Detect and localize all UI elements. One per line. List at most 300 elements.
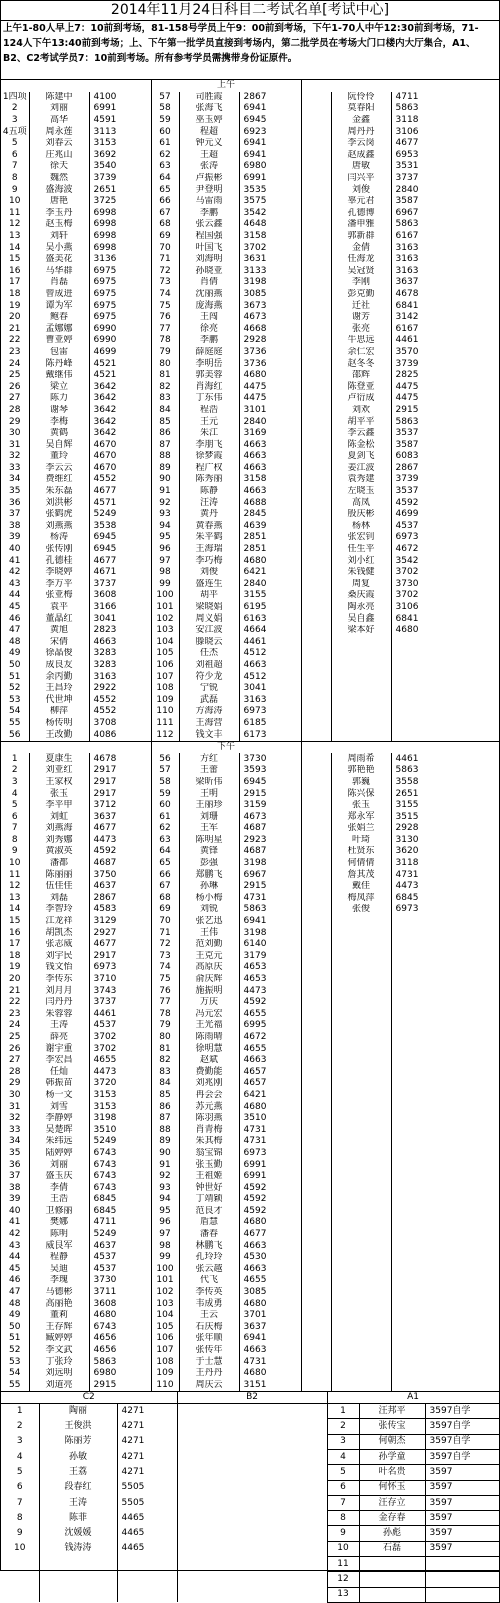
morning-school-code: 3283 [89, 660, 151, 672]
morning-student-name: 王超 [179, 150, 239, 162]
afternoon-table-row [1, 1182, 499, 1194]
morning-student-name: 赵玉梅 [29, 219, 89, 231]
morning-student-name: 谢芳 [331, 312, 391, 324]
afternoon-row-number: 68 [151, 893, 179, 905]
morning-table-row [1, 648, 499, 660]
morning-school-code [391, 648, 499, 660]
morning-school-code: 6975 [89, 289, 151, 301]
morning-table-row [1, 347, 499, 359]
morning-student-name: 孙晓亚 [179, 266, 239, 278]
morning-student-name: 曹亚婷 [29, 335, 89, 347]
afternoon-row-number: 9 [1, 846, 29, 858]
afternoon-table-row [1, 939, 499, 951]
morning-student-name: 张传刚 [29, 544, 89, 556]
afternoon-school-code [391, 1252, 499, 1264]
afternoon-row-number: 40 [1, 1206, 29, 1218]
afternoon-school-code [391, 916, 499, 928]
afternoon-student-name [331, 962, 391, 974]
afternoon-row-number: 63 [151, 835, 179, 847]
a1-row-number: 9 [327, 1526, 359, 1541]
afternoon-school-code: 4473 [89, 1066, 151, 1078]
morning-table-row [1, 497, 499, 509]
afternoon-student-name: 刘雪 [29, 1101, 89, 1113]
morning-student-name: 郭美蓉 [179, 370, 239, 382]
afternoon-row-number [301, 1206, 331, 1218]
morning-school-code: 4639 [239, 521, 301, 533]
afternoon-row-number [301, 962, 331, 974]
afternoon-row-number: 12 [1, 881, 29, 893]
morning-row-number: 40 [1, 544, 29, 556]
morning-school-code: 4677 [391, 138, 499, 150]
afternoon-row-number: 105 [151, 1322, 179, 1334]
morning-school-code: 4461 [391, 335, 499, 347]
morning-school-code: 4699 [391, 509, 499, 521]
c2-student-name: 王荔 [39, 1465, 117, 1480]
afternoon-school-code: 4680 [239, 1298, 301, 1310]
afternoon-row-number [301, 1066, 331, 1078]
morning-row-number [301, 335, 331, 347]
afternoon-table [1, 741, 500, 1391]
afternoon-student-name: 王家权 [29, 777, 89, 789]
afternoon-student-name: 韩振苗 [29, 1078, 89, 1090]
morning-student-name: 吴自鑫 [331, 613, 391, 625]
afternoon-row-number: 100 [151, 1264, 179, 1276]
morning-row-number [301, 671, 331, 683]
c2-label: C2 [1, 1392, 177, 1404]
c2-school-code: 4465 [117, 1526, 177, 1541]
afternoon-school-code [391, 1240, 499, 1252]
afternoon-student-name: 戴佳 [331, 881, 391, 893]
morning-student-name: 王海瑞 [179, 544, 239, 556]
morning-row-number: 70 [151, 242, 179, 254]
afternoon-student-name: 王蕾 [179, 765, 239, 777]
morning-row-number: 20 [1, 312, 29, 324]
afternoon-student-name: 程静 [29, 1252, 89, 1264]
morning-student-name: 庄兆山 [29, 150, 89, 162]
morning-row-number [301, 289, 331, 301]
afternoon-school-code [391, 1206, 499, 1218]
morning-table-row [1, 718, 499, 730]
morning-student-name: 李明岳 [179, 358, 239, 370]
morning-table-row [1, 509, 499, 521]
a1-student-name: 何朝杰 [359, 1434, 425, 1449]
morning-school-code: 6923 [239, 126, 301, 138]
morning-student-name: 姜江波 [331, 463, 391, 475]
afternoon-student-name [331, 1032, 391, 1044]
morning-student-name: 叶国飞 [179, 242, 239, 254]
afternoon-student-name [331, 1264, 391, 1276]
morning-student-name: 盛连生 [179, 579, 239, 591]
morning-row-number: 36 [1, 497, 29, 509]
afternoon-school-code: 3620 [391, 846, 499, 858]
afternoon-row-number: 18 [1, 951, 29, 963]
morning-row-number [301, 358, 331, 370]
morning-row-number: 68 [151, 219, 179, 231]
morning-school-code [391, 729, 499, 741]
morning-school-code: 3608 [89, 590, 151, 602]
morning-table-row [1, 706, 499, 718]
morning-row-number: 108 [151, 683, 179, 695]
afternoon-student-name: 伍佳佳 [29, 881, 89, 893]
exam-notice: 上午1-80人早上7：10前到考场，81-158号学员上午9：00前到考场，下午1-70人中午12:30前到考场，71-124人下午13:40前到考场；上、下午第一批学员直接到考场内，第二批学员在考场大门口楼内大厅集合，A1、B2、C2考试学员7：10前到考场。所有参考学员需携带身份证原件。 [1, 21, 499, 80]
afternoon-school-code: 3637 [239, 1322, 301, 1334]
afternoon-school-code: 6743 [89, 1322, 151, 1334]
afternoon-school-code: 2915 [239, 788, 301, 800]
morning-school-code [391, 694, 499, 706]
morning-student-name: 李玉丹 [29, 208, 89, 220]
afternoon-row-number: 87 [151, 1113, 179, 1125]
afternoon-row-number: 70 [151, 916, 179, 928]
morning-student-name: 任杰 [179, 648, 239, 660]
afternoon-row-number: 41 [1, 1217, 29, 1229]
afternoon-student-name: 周雨希 [331, 753, 391, 765]
morning-school-code: 4664 [239, 625, 301, 637]
morning-row-number: 52 [1, 683, 29, 695]
morning-school-code: 3198 [239, 277, 301, 289]
morning-student-name: 胡平 [179, 590, 239, 602]
morning-row-number: 71 [151, 254, 179, 266]
afternoon-school-code: 4653 [239, 974, 301, 986]
afternoon-student-name: 孔玲玲 [179, 1252, 239, 1264]
morning-row-number: 77 [151, 323, 179, 335]
afternoon-row-number: 25 [1, 1032, 29, 1044]
morning-school-code: 6421 [239, 567, 301, 579]
morning-school-code: 3163 [391, 266, 499, 278]
morning-table-row [1, 358, 499, 370]
afternoon-student-name [331, 1310, 391, 1322]
morning-school-code: 6998 [89, 231, 151, 243]
afternoon-school-code [391, 1380, 499, 1392]
afternoon-school-code [391, 1148, 499, 1160]
c2-student-name: 王涛 [39, 1495, 117, 1510]
c2-school-code: 4271 [117, 1465, 177, 1480]
morning-row-number [301, 497, 331, 509]
afternoon-row-number: 99 [151, 1252, 179, 1264]
morning-table-row [1, 312, 499, 324]
morning-table-row [1, 521, 499, 533]
afternoon-student-name: 刘燕海 [29, 823, 89, 835]
afternoon-school-code: 3720 [89, 1078, 151, 1090]
afternoon-row-number: 19 [1, 962, 29, 974]
morning-row-number: 5 [1, 138, 29, 150]
c2-student-name [39, 1572, 117, 1587]
morning-school-code: 3155 [239, 590, 301, 602]
afternoon-row-number: 30 [1, 1090, 29, 1102]
morning-school-code: 4591 [89, 115, 151, 127]
afternoon-row-number [301, 1252, 331, 1264]
afternoon-table-row [1, 1206, 499, 1218]
afternoon-table-row [1, 777, 499, 789]
afternoon-row-number: 106 [151, 1333, 179, 1345]
afternoon-school-code: 4530 [239, 1252, 301, 1264]
morning-row-number: 96 [151, 544, 179, 556]
morning-school-code: 3725 [89, 196, 151, 208]
afternoon-row-number [301, 1310, 331, 1322]
afternoon-row-number: 74 [151, 962, 179, 974]
a1-school-code: 3597自学 [425, 1449, 499, 1464]
morning-row-number: 1四项 [1, 92, 29, 104]
morning-school-code: 6975 [89, 312, 151, 324]
b2-cell [177, 1465, 327, 1480]
morning-student-name: 刘燕燕 [29, 521, 89, 533]
afternoon-student-name: 黄淑英 [29, 846, 89, 858]
morning-student-name: 杨涛 [29, 532, 89, 544]
afternoon-school-code: 3198 [89, 1113, 151, 1125]
afternoon-student-name: 丁张玲 [29, 1356, 89, 1368]
morning-student-name: 唐艳 [29, 196, 89, 208]
afternoon-row-number [301, 904, 331, 916]
afternoon-row-number [301, 1380, 331, 1392]
c2-student-name: 段春红 [39, 1480, 117, 1495]
morning-row-number [301, 602, 331, 614]
morning-student-name: 刘俊 [179, 567, 239, 579]
afternoon-student-name: 郭巍 [331, 777, 391, 789]
morning-school-code: 5863 [391, 219, 499, 231]
afternoon-row-number [301, 1032, 331, 1044]
afternoon-table-row [1, 1275, 499, 1287]
morning-student-name: 鲍春 [29, 312, 89, 324]
afternoon-table-row [1, 881, 499, 893]
morning-school-code: 4663 [239, 439, 301, 451]
morning-school-code: 2651 [89, 184, 151, 196]
morning-school-code: 3673 [239, 300, 301, 312]
morning-row-number [301, 405, 331, 417]
afternoon-row-number [301, 985, 331, 997]
morning-student-name: 朱东磊 [29, 486, 89, 498]
morning-school-code: 3542 [239, 208, 301, 220]
afternoon-student-name: 江龙祥 [29, 916, 89, 928]
morning-row-number: 27 [1, 393, 29, 405]
afternoon-student-name [331, 1148, 391, 1160]
afternoon-row-number [301, 846, 331, 858]
morning-school-code: 3575 [239, 196, 301, 208]
bottom-table-row [1, 1434, 499, 1449]
c2-row-number: 7 [1, 1495, 39, 1510]
morning-row-number: 53 [1, 694, 29, 706]
afternoon-table-row [1, 951, 499, 963]
morning-school-code: 6998 [89, 208, 151, 220]
morning-row-number [301, 277, 331, 289]
afternoon-student-name [331, 997, 391, 1009]
afternoon-school-code: 6743 [89, 1182, 151, 1194]
afternoon-row-number: 50 [1, 1322, 29, 1334]
afternoon-student-name [331, 1287, 391, 1299]
morning-student-name: 程国强 [179, 231, 239, 243]
morning-school-code [391, 671, 499, 683]
afternoon-student-name: 方红 [179, 753, 239, 765]
morning-school-code: 2840 [391, 184, 499, 196]
afternoon-student-name: 朱其梅 [179, 1136, 239, 1148]
afternoon-row-number: 58 [151, 777, 179, 789]
morning-row-number: 42 [1, 567, 29, 579]
morning-school-code: 2922 [89, 683, 151, 695]
morning-school-code: 3637 [391, 277, 499, 289]
morning-student-name: 周丹丹 [331, 126, 391, 138]
afternoon-row-number: 94 [151, 1194, 179, 1206]
afternoon-student-name: 盾慧 [179, 1217, 239, 1229]
morning-student-name: 谢琴 [29, 405, 89, 417]
morning-school-code: 3153 [89, 138, 151, 150]
morning-row-number: 18 [1, 289, 29, 301]
afternoon-student-name: 刘道亮 [29, 1380, 89, 1392]
morning-student-name: 曾成进 [29, 289, 89, 301]
morning-school-code: 3736 [239, 347, 301, 359]
afternoon-row-number [301, 1113, 331, 1125]
morning-table-row [1, 405, 499, 417]
morning-student-name: 张亚梅 [29, 590, 89, 602]
afternoon-row-number: 55 [1, 1380, 29, 1392]
morning-school-code: 3133 [239, 266, 301, 278]
afternoon-row-number [301, 869, 331, 881]
afternoon-row-number: 57 [151, 765, 179, 777]
afternoon-row-number [301, 1020, 331, 1032]
c2-row-number: 8 [1, 1511, 39, 1526]
morning-row-number: 12 [1, 219, 29, 231]
afternoon-student-name: 王军 [179, 823, 239, 835]
morning-student-name: 唐敏 [331, 161, 391, 173]
morning-table-row [1, 474, 499, 486]
afternoon-school-code: 3515 [391, 811, 499, 823]
afternoon-row-number: 109 [151, 1368, 179, 1380]
morning-table-row [1, 161, 499, 173]
afternoon-school-code [391, 1229, 499, 1241]
afternoon-row-number: 3 [1, 777, 29, 789]
afternoon-school-code: 2917 [89, 765, 151, 777]
a1-row-number: 11 [327, 1557, 359, 1572]
afternoon-student-name: 张年顺 [179, 1333, 239, 1345]
morning-student-name: 李云岗 [331, 138, 391, 150]
afternoon-school-code: 4680 [89, 1310, 151, 1322]
afternoon-student-name: 潘都 [29, 858, 89, 870]
afternoon-school-code: 6945 [239, 777, 301, 789]
afternoon-student-name: 陈明星 [179, 835, 239, 847]
morning-school-code: 2840 [239, 579, 301, 591]
morning-table-row [1, 173, 499, 185]
afternoon-row-number [301, 1368, 331, 1380]
morning-row-number: 37 [1, 509, 29, 521]
morning-table-row [1, 486, 499, 498]
morning-table-row [1, 555, 499, 567]
morning-row-number [301, 138, 331, 150]
morning-row-number: 33 [1, 463, 29, 475]
morning-table-row [1, 451, 499, 463]
afternoon-student-name: 李平甲 [29, 800, 89, 812]
c2-school-code: 4465 [117, 1511, 177, 1526]
afternoon-school-code: 4663 [239, 1240, 301, 1252]
afternoon-school-code [391, 1032, 499, 1044]
afternoon-row-number: 101 [151, 1275, 179, 1287]
morning-school-code: 4670 [89, 463, 151, 475]
afternoon-student-name: 刘秀娜 [29, 835, 89, 847]
bottom-table-row [1, 1404, 499, 1419]
morning-school-code: 6945 [89, 532, 151, 544]
morning-row-number [301, 451, 331, 463]
morning-row-number: 4五项 [1, 126, 29, 138]
morning-table-row [1, 231, 499, 243]
afternoon-row-number: 38 [1, 1182, 29, 1194]
afternoon-student-name: 叶琦 [331, 835, 391, 847]
afternoon-row-number [301, 1124, 331, 1136]
afternoon-student-name: 谢宇重 [29, 1043, 89, 1055]
morning-row-number: 19 [1, 300, 29, 312]
afternoon-school-code: 3637 [89, 811, 151, 823]
morning-table-row [1, 266, 499, 278]
morning-student-name: 司胜霞 [179, 92, 239, 104]
afternoon-student-name: 张玉 [29, 788, 89, 800]
afternoon-table-row [1, 893, 499, 905]
b2-cell [177, 1480, 327, 1495]
afternoon-row-number: 81 [151, 1043, 179, 1055]
morning-student-name: 徐梦霞 [179, 451, 239, 463]
morning-student-name: 李万平 [29, 579, 89, 591]
morning-student-name: 董玲 [29, 451, 89, 463]
morning-table-row [1, 289, 499, 301]
afternoon-table-row [1, 835, 499, 847]
morning-table-row [1, 242, 499, 254]
morning-row-number: 31 [1, 439, 29, 451]
morning-school-code: 2851 [239, 544, 301, 556]
morning-row-number [301, 103, 331, 115]
morning-student-name: 陶永亮 [331, 602, 391, 614]
morning-school-code: 4475 [391, 393, 499, 405]
morning-student-name: 陈建中 [29, 92, 89, 104]
afternoon-school-code: 6941 [239, 1333, 301, 1345]
afternoon-student-name: 杨一文 [29, 1090, 89, 1102]
afternoon-student-name: 王丹丹 [179, 1368, 239, 1380]
afternoon-student-name: 王明 [179, 788, 239, 800]
afternoon-row-number: 84 [151, 1078, 179, 1090]
morning-table-row [1, 219, 499, 231]
afternoon-school-code: 3159 [239, 800, 301, 812]
afternoon-row-number [301, 927, 331, 939]
morning-student-name: 刘欢 [331, 405, 391, 417]
afternoon-school-code: 4711 [89, 1217, 151, 1229]
afternoon-table-row [1, 765, 499, 777]
morning-student-name: 梁立 [29, 381, 89, 393]
a1-row-number: 10 [327, 1541, 359, 1556]
morning-row-number [301, 219, 331, 231]
afternoon-row-number: 88 [151, 1124, 179, 1136]
morning-table-row [1, 370, 499, 382]
a1-student-name: 汪存立 [359, 1495, 425, 1510]
morning-row-number [301, 625, 331, 637]
afternoon-student-name: 张玉 [331, 800, 391, 812]
morning-school-code: 4663 [89, 637, 151, 649]
morning-row-number: 63 [151, 161, 179, 173]
morning-row-number: 104 [151, 637, 179, 649]
morning-row-number [301, 323, 331, 335]
afternoon-school-code: 3593 [239, 765, 301, 777]
afternoon-student-name: 刘远明 [29, 1368, 89, 1380]
morning-student-name: 张云鑫 [179, 219, 239, 231]
c2-row-number: 2 [1, 1419, 39, 1434]
morning-row-number [301, 161, 331, 173]
c2-row-number: 1 [1, 1404, 39, 1419]
morning-row-number [301, 509, 331, 521]
morning-student-name: 左晓玉 [331, 486, 391, 498]
morning-student-name: 马雷雨 [179, 196, 239, 208]
morning-school-code: 4552 [89, 694, 151, 706]
a1-school-code: 3597 [425, 1480, 499, 1495]
afternoon-row-number: 56 [151, 753, 179, 765]
bottom-table-row [1, 1557, 499, 1572]
afternoon-school-code: 2651 [391, 788, 499, 800]
morning-school-code: 3113 [89, 126, 151, 138]
afternoon-row-number: 5 [1, 800, 29, 812]
morning-row-number [301, 254, 331, 266]
afternoon-table-row [1, 1368, 499, 1380]
morning-student-name: 周义娟 [179, 613, 239, 625]
